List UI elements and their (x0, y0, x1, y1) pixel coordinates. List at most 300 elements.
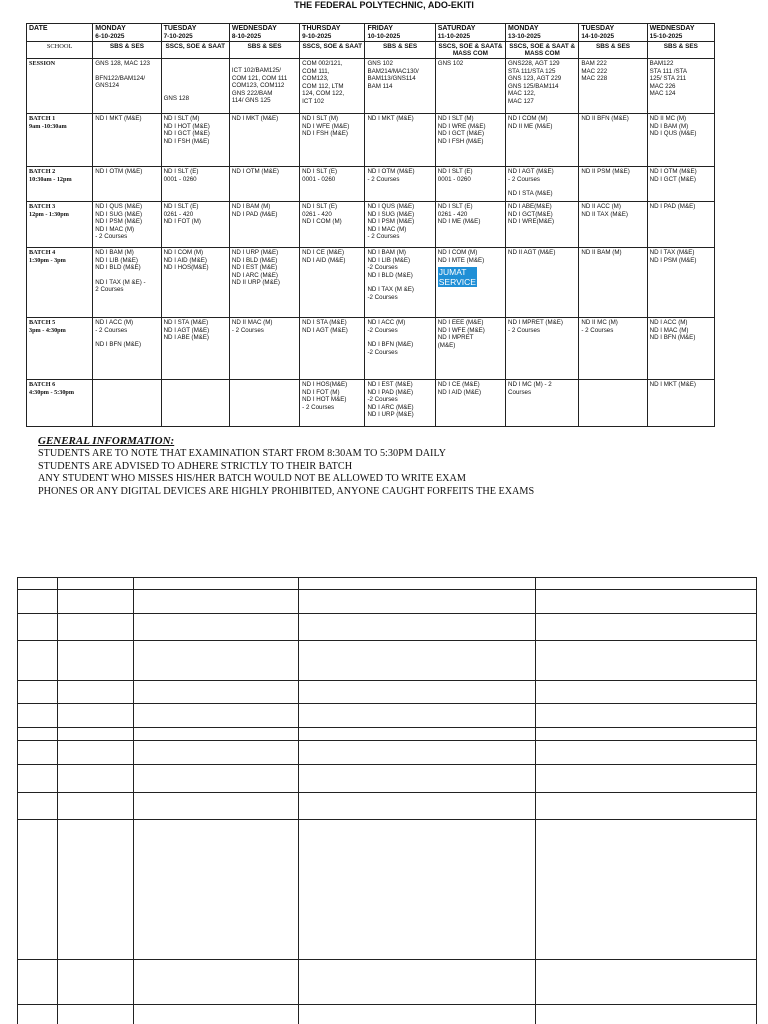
batch-cell (579, 318, 647, 380)
cell-line: ND I FSH (M&E) (302, 130, 348, 138)
line-gap (232, 60, 297, 67)
cell-line: COM 002/121, (302, 60, 343, 67)
batch-cell (93, 167, 161, 202)
batch-cell (435, 380, 505, 427)
batch-cell (229, 318, 299, 380)
cell-line: ND I GCT (M&E) (437, 130, 485, 138)
cell-line: ND I AID (M&E) (163, 256, 207, 264)
cell-line: ND I HOS(M&E) (302, 381, 348, 388)
batch-name: BATCH 2 (29, 168, 56, 175)
batch-cell (300, 167, 365, 202)
cell-line: ND I OTM (M&E) (231, 168, 279, 175)
batch-cell (647, 167, 714, 202)
line-gap (367, 279, 432, 286)
batch-cell (93, 114, 161, 167)
cell-line: GNS 102 (437, 60, 464, 67)
cell-line: COM 111, (302, 67, 330, 75)
batch-time: 3pm - 4:30pm (29, 326, 66, 334)
session-cell (300, 59, 365, 114)
cell-line: ND I CE (M&E) (437, 381, 480, 388)
batch-cell (506, 167, 579, 202)
blank-grid (17, 577, 757, 1024)
cell-line: ND I MPRET (437, 334, 474, 342)
batch-cell (506, 248, 579, 318)
cell-line: ND I COM (M) (163, 249, 204, 256)
cell-line: ND I AGT (M&E) (302, 326, 348, 334)
batch-row (27, 167, 715, 202)
cell-line: ND I TAX (M&E) (649, 249, 695, 256)
cell-line: ND I BLD (M&E) (95, 264, 141, 272)
batch-cell (300, 248, 365, 318)
cell-line: ND I URP (M&E) (231, 249, 279, 256)
batch-cell (365, 248, 435, 318)
cell-line: ND I SLT (E) (302, 168, 338, 175)
cell-line: ND I STA (M&E) (302, 319, 347, 326)
cell-line: - 2 Courses (231, 326, 264, 334)
day-name: WEDNESDAY (231, 25, 277, 32)
batch-cell (579, 167, 647, 202)
cell-line: BAM 114 (367, 82, 393, 90)
cell-line: COM123, (302, 75, 329, 83)
cell-line: ND I CE (M&E) (302, 249, 345, 256)
cell-line: - 2 Courses (367, 233, 400, 241)
batch-row (27, 318, 715, 380)
school-cell: SBS & SES (229, 42, 299, 59)
cell-line: ND I MTE (M&E) (437, 256, 485, 264)
batch-time: 12pm - 1:30pm (29, 210, 69, 218)
batch-cell (229, 167, 299, 202)
session-cell (229, 59, 299, 114)
cell-line: ND I QUS (M&E) (367, 203, 415, 210)
batch-cell (365, 114, 435, 167)
cell-line: STA 111 /STA (649, 67, 688, 75)
page-title: THE FEDERAL POLYTECHNIC, ADO-EKITI (294, 0, 474, 10)
cell-line: - 2 Courses (508, 326, 541, 334)
cell-line: 124, COM 122, (302, 90, 345, 98)
batch-name: BATCH 3 (29, 203, 56, 210)
session-cell (506, 59, 579, 114)
cell-line: ND I QUS (M&E) (95, 203, 143, 210)
cell-line: ND I BLD (M&E) (231, 256, 278, 264)
batch-time: 4:30pm - 5:30pm (29, 388, 75, 396)
cell-line: ND I ABE(M&E) (508, 203, 552, 210)
cell-line: STA 111/STA 125 (508, 67, 556, 75)
batch-cell (93, 380, 161, 427)
cell-line: ND I FSH (M&E) (437, 137, 484, 145)
cell-line: ND I HOS(M&E) (163, 264, 209, 272)
cell-line: GNS 222/BAM (231, 89, 273, 97)
batch-cell (229, 114, 299, 167)
day-date: 10-10-2025 (367, 32, 401, 40)
cell-line: ND I ACC (M) (367, 319, 406, 326)
cell-line: GNS 128 (163, 95, 190, 102)
cell-line: ND I PAD (M&E) (367, 388, 414, 396)
batch-cell (93, 248, 161, 318)
cell-line: MAC 124 (649, 90, 676, 98)
cell-line: ND I PAD (M&E) (231, 210, 278, 218)
cell-line: GNS 125/BAM114 (508, 82, 559, 90)
cell-line: ND I ME (M&E) (437, 218, 481, 226)
info-line: ANY STUDENT WHO MISSES HIS/HER BATCH WOULD NOT BE ALLOWED TO WRITE EXAM (38, 473, 466, 485)
day-date: 9-10-2025 (302, 32, 332, 40)
cell-line: ND I EST (M&E) (231, 264, 278, 272)
session-cell (647, 59, 714, 114)
cell-line: ND I ABE (M&E) (163, 334, 209, 342)
day-header (579, 24, 647, 42)
cell-line: ND I SLT (E) (163, 168, 199, 175)
cell-line: ND I QUS (M&E) (649, 130, 697, 138)
batch-row (27, 114, 715, 167)
batch-cell (161, 380, 229, 427)
cell-line: ND I GCT (M&E) (649, 175, 696, 183)
cell-line: ND II AGT (M&E) (508, 249, 556, 256)
cell-line: ND I BAM (M) (367, 249, 406, 256)
cell-line: ND I SLT (M) (437, 115, 474, 122)
cell-line: ND I AGT (M&E) (508, 168, 554, 175)
batch-cell (300, 318, 365, 380)
day-header (506, 24, 579, 42)
cell-line: 0001 - 0260 (437, 175, 471, 183)
cell-line: ND I HOT (M&E) (163, 122, 210, 130)
day-name: SATURDAY (437, 25, 476, 32)
school-label: SCHOOL (27, 42, 93, 59)
cell-line: COM 112, LTM (302, 82, 344, 90)
batch-row (27, 202, 715, 248)
line-gap (164, 67, 227, 74)
cell-line: BAM122 (649, 60, 674, 67)
info-line: STUDENTS ARE ADVISED TO ADHERE STRICTLY TO THEIR BATCH (38, 460, 353, 472)
line-gap (164, 81, 227, 88)
cell-line: - 2 Courses (367, 175, 400, 183)
cell-line: ICT 102/BAM125/ (231, 67, 281, 74)
day-date: 14-10-2025 (581, 32, 615, 40)
batch-label (27, 248, 93, 318)
cell-line: 125/ STA 211 (649, 75, 687, 83)
batch-cell (435, 202, 505, 248)
line-gap (367, 334, 432, 341)
batch-cell (506, 114, 579, 167)
batch-row (27, 248, 715, 318)
batch-cell (506, 380, 579, 427)
cell-line: ND I GCT(M&E) (508, 210, 553, 218)
batch-cell (647, 248, 714, 318)
batch-cell (579, 380, 647, 427)
batch-cell (365, 318, 435, 380)
cell-line: 2 Courses (95, 286, 124, 294)
cell-line: ND I AID (M&E) (437, 388, 482, 396)
batch-cell (435, 114, 505, 167)
cell-line: - 2 Courses (581, 326, 614, 334)
cell-line: - 2 Courses (95, 326, 128, 334)
day-date: 7-10-2025 (163, 32, 193, 40)
cell-line: ND I TAX (M &E) - (95, 278, 146, 286)
cell-line: ND I SLT (E) (163, 203, 199, 210)
cell-line: ICT 102 (302, 97, 325, 105)
batch-label (27, 167, 93, 202)
school-cell: SSCS, SOE & SAAT & MASS COM (506, 42, 579, 59)
cell-line: ND I SUG (M&E) (95, 210, 143, 218)
cell-line: ND I ACC (M) (95, 319, 134, 326)
day-date: 6-10-2025 (95, 32, 125, 40)
cell-line: Courses (508, 388, 532, 396)
cell-line: BFN122/BAM124/ (95, 74, 146, 82)
batch-label (27, 318, 93, 380)
batch-cell (435, 248, 505, 318)
batch-row (27, 380, 715, 427)
batch-cell (647, 380, 714, 427)
batch-cell (229, 248, 299, 318)
batch-time: 10:30am - 12pm (29, 175, 72, 183)
cell-line: ND I URP (M&E) (367, 411, 414, 419)
batch-cell (93, 318, 161, 380)
cell-line: BAM113/GNS114 (367, 75, 416, 83)
day-date: 13-10-2025 (508, 32, 541, 40)
day-header (93, 24, 161, 42)
cell-line: ND I COM (M) (437, 249, 478, 256)
school-cell: SBS & SES (365, 42, 435, 59)
batch-label (27, 202, 93, 248)
cell-line: ND I FSH (M&E) (163, 137, 210, 145)
cell-line: ND I OTM (M&E) (649, 168, 697, 175)
cell-line: ND II BFN (M&E) (581, 115, 629, 122)
cell-line: ND I MPRET (M&E) (508, 319, 563, 326)
cell-line: ND I BAM (M) (95, 249, 134, 256)
cell-line: ND I SLT (M) (163, 115, 200, 122)
school-cell: SBS & SES (647, 42, 714, 59)
batch-cell (579, 248, 647, 318)
cell-line: ND I MAC (M) (95, 225, 135, 233)
cell-line: -2 Courses (367, 396, 398, 404)
batch-time: 9am -10:30am (29, 122, 67, 130)
cell-line: ND I MAC (M) (367, 225, 407, 233)
cell-line: ND I BFN (M&E) (95, 341, 141, 349)
cell-line: ND I WFE (M&E) (437, 326, 485, 334)
day-name: THURSDAY (302, 25, 341, 32)
cell-line: ND I PSM (M&E) (367, 218, 415, 226)
cell-line: 0261 - 420 (163, 210, 194, 218)
batch-time: 1:30pm - 3pm (29, 256, 66, 264)
cell-line: ND II MAC (M) (231, 319, 273, 326)
cell-line: -2 Courses (367, 348, 398, 356)
jumat-line: SERVICE (438, 277, 476, 288)
cell-line: ND II MC (M) (649, 115, 687, 122)
cell-line: ND I COM (M) (508, 115, 548, 122)
day-name: MONDAY (95, 25, 126, 32)
session-cell (435, 59, 505, 114)
cell-line: ND I EST (M&E) (367, 381, 413, 388)
cell-line: ND I MKT (M&E) (95, 115, 142, 122)
school-cell: SSCS, SOE & SAAT (300, 42, 365, 59)
batch-label (27, 380, 93, 427)
cell-line: ND I GCT (M&E) (163, 130, 210, 138)
cell-line: ND I OTM (M&E) (95, 168, 143, 175)
cell-line: ND II ME (M&E) (508, 122, 553, 130)
cell-line: ND I STA (M&E) (163, 319, 209, 326)
school-cell: SSCS, SOE & SAAT& MASS COM (435, 42, 505, 59)
cell-line: ND I ARC (M&E) (231, 271, 278, 279)
cell-line: ND II MC (M) (581, 319, 618, 326)
day-name: WEDNESDAY (649, 25, 695, 32)
cell-line: ND I COM (M) (302, 218, 342, 226)
day-name: TUESDAY (163, 25, 197, 32)
session-cell (579, 59, 647, 114)
cell-line: ND I MAC (M) (649, 326, 689, 334)
cell-line: MAC 226 (649, 82, 676, 90)
cell-line: ND I PAD (M&E) (649, 203, 696, 210)
line-gap (164, 74, 227, 81)
cell-line: ND I PSM (M&E) (649, 256, 697, 264)
cell-line: ND I HOT M&E) (302, 396, 347, 404)
blank-grid-lines (17, 577, 757, 1024)
day-date: 8-10-2025 (231, 32, 262, 40)
cell-line: BAM 222 (581, 60, 607, 67)
cell-line: - 2 Courses (302, 403, 335, 411)
cell-line: ND I LIB (M&E) (95, 256, 138, 264)
batch-name: BATCH 1 (29, 115, 56, 122)
school-cell: SBS & SES (93, 42, 161, 59)
batch-cell (365, 380, 435, 427)
cell-line: -2 Courses (367, 264, 398, 272)
school-row (27, 42, 715, 59)
day-date: 15-10-2025 (649, 32, 683, 40)
batch-cell (647, 114, 714, 167)
batch-name: BATCH 5 (29, 319, 56, 326)
batch-label (27, 114, 93, 167)
session-cell (161, 59, 229, 114)
day-header (435, 24, 505, 42)
batch-cell (647, 202, 714, 248)
cell-line: ND I WRE (M&E) (437, 122, 486, 130)
cell-line: ND I BFN (M&E) (649, 334, 696, 342)
cell-line: (M&E) (437, 341, 456, 349)
cell-line: GNS 128, MAC 123 (95, 60, 150, 67)
cell-line: ND II BAM (M) (581, 249, 622, 256)
cell-line: - 2 Courses (95, 233, 128, 241)
cell-line: ND I AID (M&E) (302, 256, 346, 264)
batch-cell (435, 318, 505, 380)
batch-cell (506, 318, 579, 380)
cell-line: ND I BAM (M) (231, 203, 271, 210)
cell-line: MAC 122, (508, 90, 536, 98)
cell-line: ND I TAX (M &E) (367, 286, 414, 294)
cell-line: ND II PSM (M&E) (581, 168, 630, 175)
cell-line: ND I WRE(M&E) (508, 218, 555, 226)
batch-cell (300, 202, 365, 248)
info-line: PHONES OR ANY DIGITAL DEVICES ARE HIGHLY PROHIBITED, ANYONE CAUGHT FORFEITS THE EXAMS (38, 485, 535, 497)
batch-cell (365, 202, 435, 248)
cell-line: ND I LIB (M&E) (367, 256, 411, 264)
session-cell (365, 59, 435, 114)
cell-line: ND I ARC (M&E) (367, 403, 414, 411)
timetable-body (27, 24, 715, 427)
cell-line: ND I ACC (M) (649, 319, 688, 326)
day-date: 11-10-2025 (437, 32, 471, 40)
batch-cell (161, 202, 229, 248)
cell-line: GNS 102 (367, 60, 393, 67)
cell-line: COM 121, COM 111 (231, 74, 288, 82)
school-cell: SBS & SES (579, 42, 647, 59)
cell-line: ND I FOT (M) (163, 218, 201, 226)
batch-name: BATCH 4 (29, 249, 56, 256)
cell-line: ND I SLT (E) (437, 203, 473, 210)
cell-line: ND II TAX (M&E) (581, 210, 628, 218)
header-row (27, 24, 715, 42)
school-cell: SSCS, SOE & SAAT (161, 42, 229, 59)
batch-cell (229, 380, 299, 427)
cell-line: -2 Courses (367, 326, 398, 334)
batch-cell (579, 114, 647, 167)
cell-line: ND I EEE (M&E) (437, 319, 484, 326)
cell-line: ND I MKT (M&E) (231, 115, 279, 122)
session-cell (93, 59, 161, 114)
batch-cell (435, 167, 505, 202)
batch-cell (506, 202, 579, 248)
day-header (647, 24, 714, 42)
cell-line: ND I OTM (M&E) (367, 168, 415, 175)
batch-cell (93, 202, 161, 248)
cell-line: ND I MC (M) - 2 (508, 381, 552, 388)
general-information-title: GENERAL INFORMATION: (38, 435, 175, 447)
cell-line: GNS228, AGT 129 (508, 60, 560, 67)
jumat-service-highlight (438, 267, 477, 287)
line-gap (95, 334, 158, 341)
cell-line: 0001 - 0260 (302, 175, 336, 183)
day-name: MONDAY (508, 25, 539, 32)
session-row (27, 59, 715, 114)
cell-line: - 2 Courses (508, 175, 541, 183)
cell-line: 0261 - 420 (437, 210, 468, 218)
batch-cell (161, 114, 229, 167)
info-line: STUDENTS ARE TO NOTE THAT EXAMINATION START FROM 8:30AM TO 5:30PM DAILY (38, 448, 446, 459)
batch-cell (579, 202, 647, 248)
cell-line: ND I AGT (M&E) (163, 326, 210, 334)
batch-cell (300, 380, 365, 427)
line-gap (95, 68, 158, 75)
cell-line: COM123, COM112 (231, 82, 285, 90)
cell-line: ND I STA (M&E) (508, 190, 553, 198)
line-gap (95, 272, 158, 279)
line-gap (164, 88, 227, 95)
batch-cell (647, 318, 714, 380)
cell-line: ND I PSM (M&E) (95, 218, 143, 226)
cell-line: ND I FOT (M) (302, 388, 340, 396)
cell-line: GNS124 (95, 82, 120, 90)
cell-line: 114/ GNS 125 (231, 97, 271, 105)
batch-cell (365, 167, 435, 202)
cell-line: ND I MKT (M&E) (367, 115, 414, 122)
cell-line: GNS 123, AGT 229 (508, 75, 562, 83)
general-information (38, 435, 738, 498)
cell-line: ND I WFE (M&E) (302, 122, 350, 130)
line-gap (508, 183, 576, 190)
cell-line: 0261 - 420 (302, 210, 332, 218)
batch-cell (161, 248, 229, 318)
cell-line: ND I BLD (M&E) (367, 271, 413, 279)
batch-cell (300, 114, 365, 167)
date-label: DATE (27, 24, 93, 42)
exam-timetable (26, 23, 715, 427)
cell-line: ND I BFN (M&E) (367, 341, 414, 349)
cell-line: ND II URP (M&E) (231, 279, 280, 287)
line-gap (164, 60, 227, 67)
cell-line: ND I BAM (M) (649, 122, 689, 130)
cell-line: -2 Courses (367, 293, 398, 301)
day-header (229, 24, 299, 42)
cell-line: MAC 222 (581, 67, 608, 75)
day-header (365, 24, 435, 42)
cell-line: ND I SLT (E) (302, 203, 338, 210)
batch-cell (161, 318, 229, 380)
